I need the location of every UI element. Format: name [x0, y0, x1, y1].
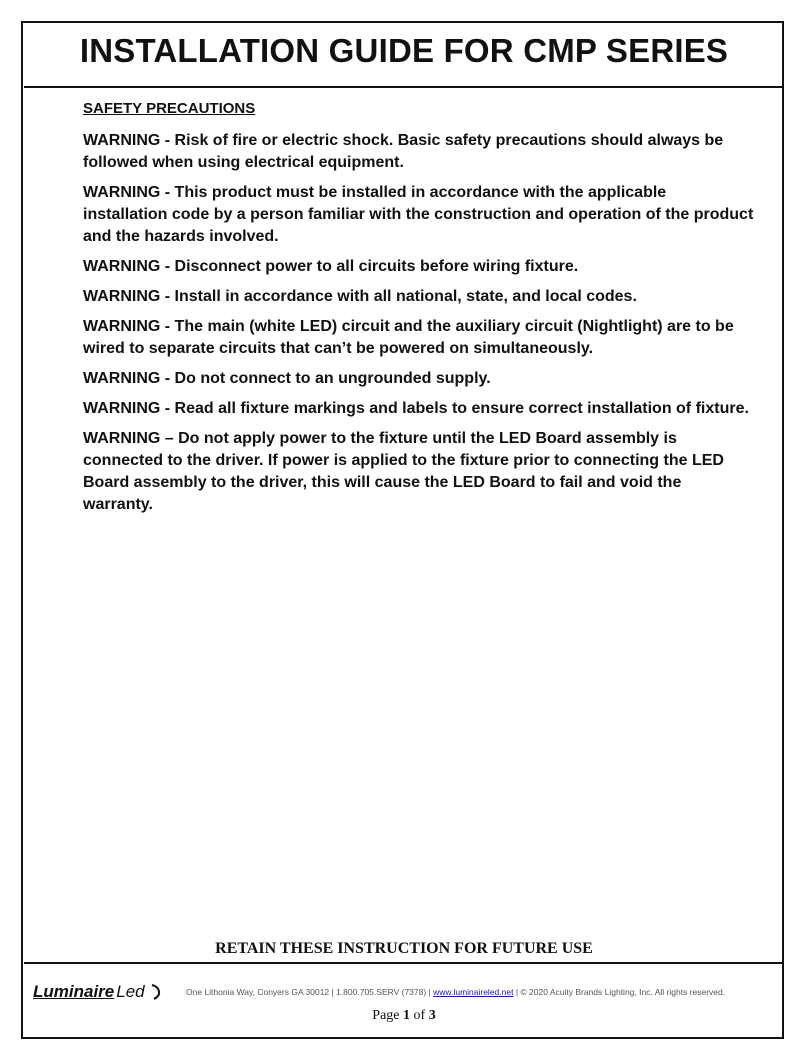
warnings-list	[83, 130, 755, 524]
footer-divider	[24, 962, 783, 964]
page-title: INSTALLATION GUIDE FOR CMP SERIES	[79, 32, 729, 69]
footer-address: One Lithonia Way, Conyers GA 30012 | 1.800.705.SERV (7378) |	[186, 987, 434, 997]
website-link[interactable]: www.luminaireled.net	[433, 987, 514, 997]
page-of: of	[410, 1008, 429, 1023]
logo-word-led: Led	[116, 982, 145, 1001]
warning-local-codes: WARNING - Install in accordance with all national, state, and local codes.	[83, 288, 637, 305]
warning-installation-code: WARNING - This product must be installed in accordance with the applicable installation code by a person familiar with the construction and operation of the product and the hazards involved.	[83, 184, 754, 245]
warning-fixture-markings: WARNING - Read all fixture markings and labels to ensure correct installation of fixture.	[83, 400, 749, 417]
warning-fire-shock: WARNING - Risk of fire or electric shock. Basic safety precautions should always be followed when using electrical equipment.	[83, 132, 724, 171]
footer-info	[186, 987, 776, 997]
page-number	[0, 1008, 808, 1024]
warning-led-board: WARNING – Do not apply power to the fixture until the LED Board assembly is connected to the driver. If power is applied to the fixture prior to connecting the LED Board assembly to the driver, this will cause the LED Board to fail and void the warranty.	[83, 430, 724, 513]
warning-separate-circuits: WARNING - The main (white LED) circuit and the auxiliary circuit (Nightlight) are to be wired to separate circuits that can’t be powered on simultaneously.	[83, 318, 734, 357]
retain-notice: RETAIN THESE INSTRUCTION FOR FUTURE USE	[215, 940, 593, 957]
warning-ungrounded-supply: WARNING - Do not connect to an ungrounded supply.	[83, 370, 491, 387]
logo-swoosh-icon	[149, 983, 165, 1001]
logo-word-luminaire: Luminaire	[33, 982, 115, 1001]
footer-copyright: | © 2020 Acuity Brands Lighting, Inc. All rights reserved.	[513, 987, 726, 997]
page-current: 1	[403, 1008, 411, 1023]
title-divider	[24, 86, 783, 88]
page-label: Page	[372, 1008, 404, 1023]
warning-disconnect-power: WARNING - Disconnect power to all circuits before wiring fixture.	[83, 258, 579, 275]
luminaire-led-logo	[33, 977, 183, 1007]
page-total: 3	[428, 1008, 436, 1023]
section-heading: SAFETY PRECAUTIONS	[83, 100, 256, 117]
